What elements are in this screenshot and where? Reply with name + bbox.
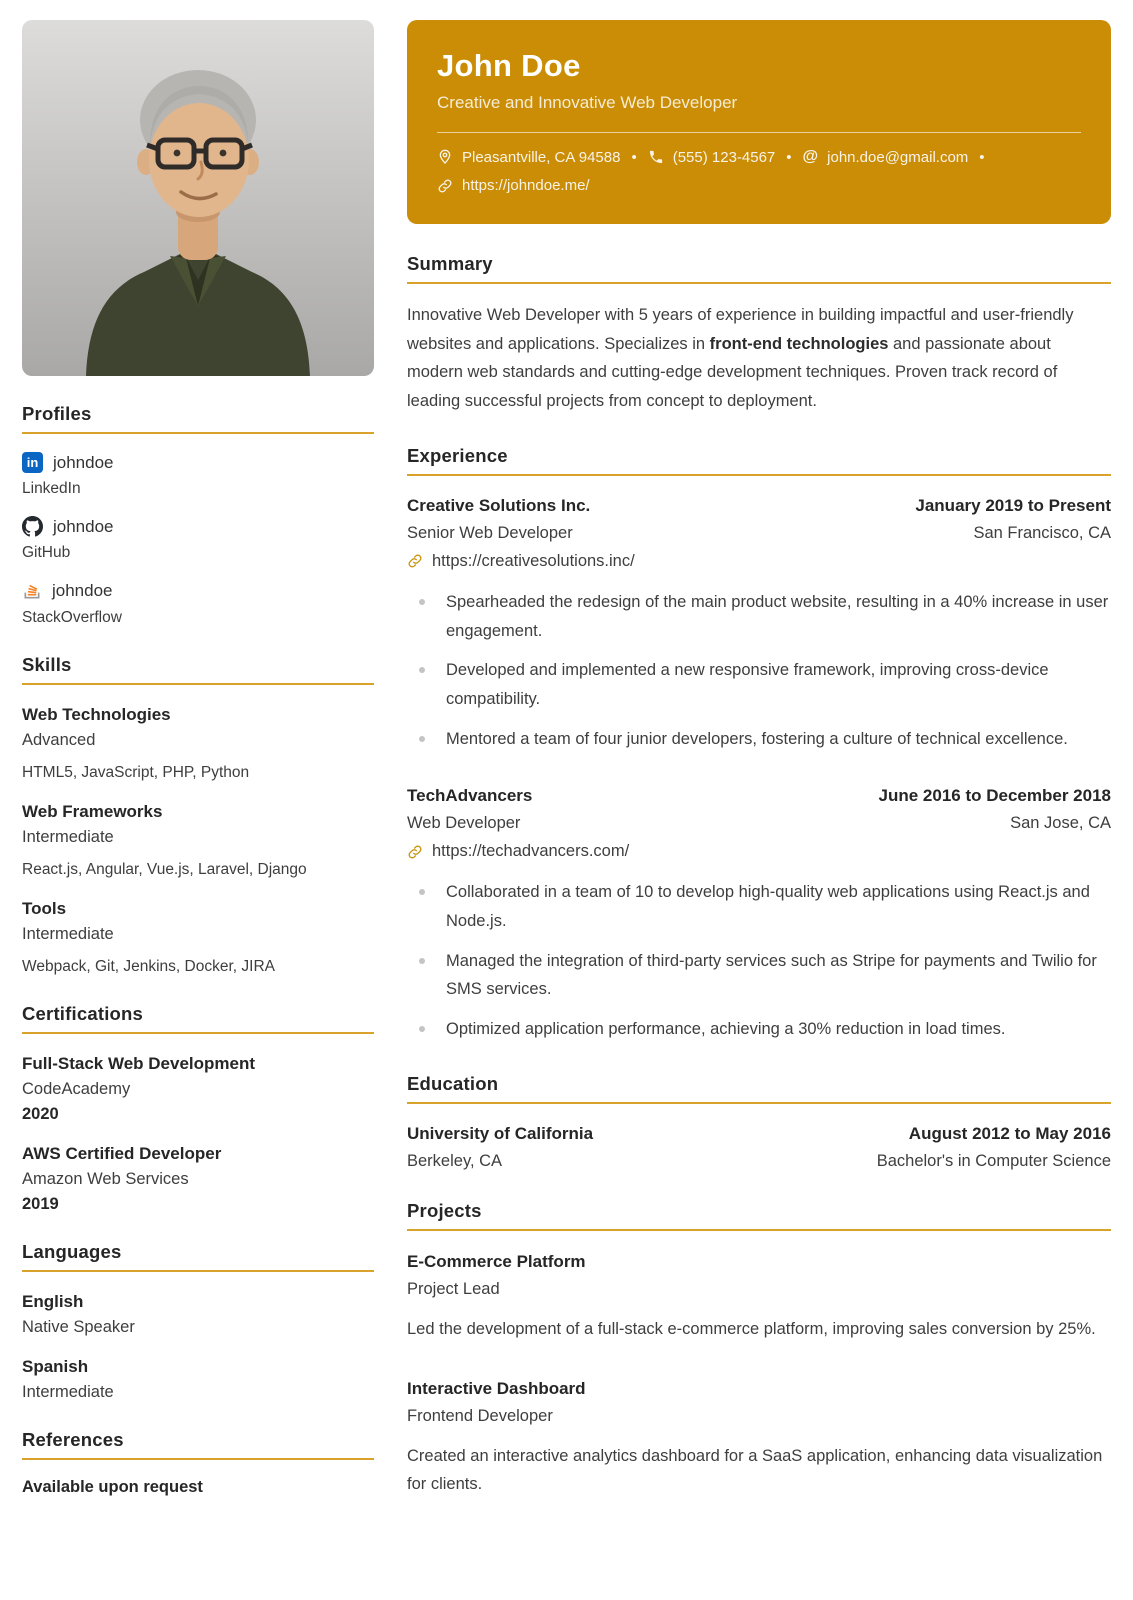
contact-website-text: https://johndoe.me/: [462, 177, 590, 194]
job-url: https://techadvancers.com/: [432, 842, 630, 861]
skill-name: Tools: [22, 899, 67, 918]
certifications-heading: Certifications: [22, 1003, 374, 1034]
certification-issuer: CodeAcademy: [22, 1080, 131, 1098]
education-section: [407, 1073, 1111, 1171]
contact-location: [437, 149, 620, 166]
person-title: Creative and Innovative Web Developer: [437, 93, 738, 112]
project-entry: [407, 1379, 1111, 1499]
skill-level: Intermediate: [22, 828, 114, 846]
contact-phone[interactable]: [648, 149, 776, 166]
job-location: San Francisco, CA: [973, 523, 1111, 542]
language-level: Intermediate: [22, 1383, 114, 1401]
language-level: Native Speaker: [22, 1318, 135, 1336]
sidebar: [22, 20, 374, 1560]
education-school: University of California: [407, 1123, 594, 1143]
project-description: Created an interactive analytics dashboard for a SaaS application, enhancing data visualization for clients.: [407, 1446, 1103, 1494]
skills-heading: Skills: [22, 654, 374, 685]
experience-heading: Experience: [407, 445, 1111, 476]
job-company: Creative Solutions Inc.: [407, 495, 591, 515]
profile-username: johndoe: [53, 516, 114, 536]
job-entry: [407, 786, 1111, 1044]
certification-item: [22, 1054, 374, 1124]
contact-separator: •: [979, 148, 985, 166]
skill-keywords: HTML5, JavaScript, PHP, Python: [22, 764, 250, 781]
language-name: English: [22, 1292, 84, 1311]
job-dates: June 2016 to December 2018: [878, 786, 1111, 806]
certification-issuer: Amazon Web Services: [22, 1170, 189, 1188]
job-role: Senior Web Developer: [407, 523, 573, 542]
profile-linkedin[interactable]: [22, 452, 374, 498]
linkedin-icon: in: [22, 452, 43, 473]
languages-heading: Languages: [22, 1241, 374, 1272]
experience-section: [407, 445, 1111, 1044]
github-icon: [22, 516, 43, 537]
project-entry: [407, 1252, 1111, 1344]
skill-level: Advanced: [22, 731, 96, 749]
contact-email-text: john.doe@gmail.com: [827, 148, 969, 166]
contact-phone-text: (555) 123-4567: [672, 148, 776, 166]
hero-divider: [437, 132, 1081, 133]
job-company: TechAdvancers: [407, 786, 533, 806]
project-role: Project Lead: [407, 1279, 500, 1298]
skills-section: [22, 654, 374, 976]
summary-section: [407, 253, 1111, 416]
language-item: [22, 1292, 374, 1337]
skill-item: [22, 705, 374, 782]
profiles-heading: Profiles: [22, 403, 374, 434]
job-entry: [407, 496, 1111, 754]
project-name: Interactive Dashboard: [407, 1378, 586, 1398]
profile-username: johndoe: [53, 452, 114, 472]
link-chain-icon: [437, 178, 453, 194]
profile-github[interactable]: [22, 516, 374, 562]
language-item: [22, 1357, 374, 1402]
references-section: [22, 1429, 374, 1497]
summary-text-before: Innovative Web Developer with 5 years of experience in building impactful and user-friendly websites and applications. Specializes in: [407, 306, 1074, 353]
profile-network-label: LinkedIn: [22, 480, 81, 497]
job-url: https://creativesolutions.inc/: [432, 551, 635, 570]
education-location: Berkeley, CA: [407, 1151, 503, 1170]
languages-section: [22, 1241, 374, 1402]
contact-email[interactable]: [803, 148, 969, 166]
skill-level: Intermediate: [22, 925, 114, 943]
skill-keywords: Webpack, Git, Jenkins, Docker, JIRA: [22, 958, 275, 975]
contact-website[interactable]: [437, 177, 1081, 194]
job-bullet: Managed the integration of third-party services such as Stripe for payments and Twilio for SMS services.: [407, 947, 1111, 1004]
job-bullet: Developed and implemented a new responsive framework, improving cross-device compatibility.: [407, 656, 1111, 713]
profile-photo: [22, 20, 374, 376]
contact-row: [437, 148, 1081, 194]
hero-header: [407, 20, 1111, 224]
job-bullet-list: [407, 878, 1111, 1044]
job-bullet-list: [407, 588, 1111, 754]
job-bullet: Spearheaded the redesign of the main product website, resulting in a 40% increase in user engagement.: [407, 588, 1111, 645]
person-name: John Doe: [437, 48, 581, 83]
contact-separator: •: [631, 148, 637, 166]
job-role: Web Developer: [407, 814, 521, 833]
language-name: Spanish: [22, 1357, 89, 1376]
job-dates: January 2019 to Present: [915, 495, 1111, 515]
at-sign-icon: @: [802, 148, 819, 165]
skill-keywords: React.js, Angular, Vue.js, Laravel, Django: [22, 861, 307, 878]
summary-text-bold: front-end technologies: [709, 334, 889, 353]
certification-item: [22, 1144, 374, 1214]
profile-network-label: StackOverflow: [22, 609, 122, 626]
contact-separator: •: [786, 148, 792, 166]
skill-name: Web Frameworks: [22, 802, 163, 821]
profile-network-label: GitHub: [22, 544, 71, 561]
certifications-section: [22, 1003, 374, 1214]
summary-text-after: and passionate about modern web standards and cutting-edge development techniques. Proven track record of leading successful projects from concept to deployment.: [407, 334, 1058, 411]
skill-item: [22, 802, 374, 879]
profile-username: johndoe: [52, 581, 113, 600]
summary-text: [407, 301, 1111, 416]
phone-icon: [648, 149, 664, 165]
education-heading: Education: [407, 1073, 1111, 1104]
job-link[interactable]: [407, 552, 1111, 571]
profile-stackoverflow[interactable]: [22, 580, 374, 627]
certification-title: Full-Stack Web Development: [22, 1054, 256, 1073]
projects-section: [407, 1200, 1111, 1499]
job-bullet: Mentored a team of four junior developers, fostering a culture of technical excellence.: [407, 725, 1111, 754]
job-location: San Jose, CA: [1010, 814, 1111, 833]
skill-name: Web Technologies: [22, 705, 171, 724]
references-heading: References: [22, 1429, 374, 1460]
skill-item: [22, 899, 374, 976]
project-role: Frontend Developer: [407, 1406, 553, 1425]
certification-title: AWS Certified Developer: [22, 1144, 222, 1163]
job-bullet: Collaborated in a team of 10 to develop high-quality web applications using React.js and Node.js.: [407, 878, 1111, 935]
certification-year: 2020: [22, 1105, 59, 1123]
job-bullet: Optimized application performance, achieving a 30% reduction in load times.: [407, 1015, 1111, 1044]
link-chain-icon: [407, 553, 423, 569]
link-chain-icon: [407, 844, 423, 860]
education-entry: [407, 1124, 1111, 1171]
summary-heading: Summary: [407, 253, 1111, 284]
references-text: Available upon request: [22, 1478, 203, 1496]
education-dates: August 2012 to May 2016: [908, 1123, 1111, 1143]
project-name: E-Commerce Platform: [407, 1251, 586, 1271]
certification-year: 2019: [22, 1195, 59, 1213]
profiles-section: [22, 403, 374, 627]
contact-location-text: Pleasantville, CA 94588: [462, 148, 621, 166]
education-degree: Bachelor's in Computer Science: [876, 1151, 1111, 1170]
stackoverflow-icon: [22, 580, 42, 602]
job-link[interactable]: [407, 842, 1111, 861]
projects-heading: Projects: [407, 1200, 1111, 1231]
map-pin-icon: [437, 149, 453, 165]
main-column: [407, 20, 1111, 1560]
project-description: Led the development of a full-stack e-commerce platform, improving sales conversion by 25%.: [407, 1319, 1096, 1338]
